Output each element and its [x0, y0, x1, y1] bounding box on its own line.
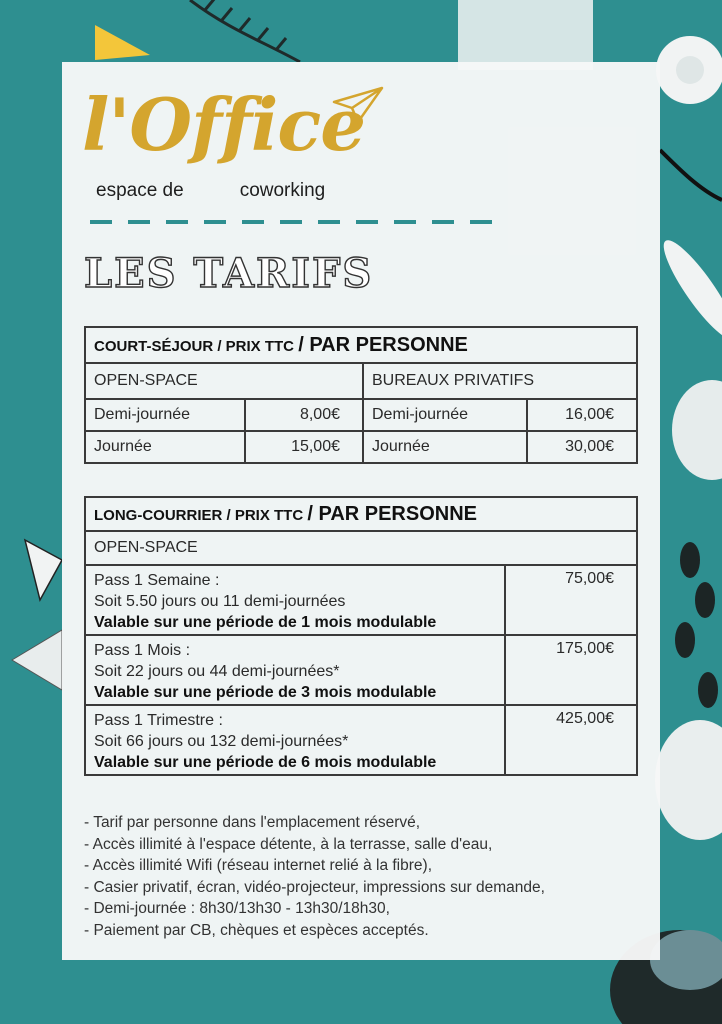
note-item: - Accès illimité à l'espace détente, à la terrasse, salle d'eau, — [84, 835, 493, 853]
logo-subtitle-right: coworking — [239, 180, 326, 201]
price-cell: 8,00€ — [245, 399, 363, 431]
office-logo — [82, 80, 402, 210]
logo-subtitle — [96, 180, 325, 202]
table-row — [85, 565, 637, 635]
logo-wordmark: l'Office — [82, 82, 366, 167]
pass-detail: Soit 22 jours ou 44 demi-journées* — [94, 663, 340, 680]
logo-subtitle-left: espace de — [96, 180, 184, 201]
long-courrier-header-suffix: / PAR PERSONNE — [307, 502, 478, 525]
court-sejour-header-title: COURT-SÉJOUR / PRIX TTC — [94, 337, 295, 355]
court-sejour-header — [85, 327, 637, 363]
dashed-divider — [90, 219, 500, 225]
pass-name: Pass 1 Semaine : — [94, 572, 220, 589]
long-courrier-header-title: LONG-COURRIER / PRIX TTC — [94, 506, 304, 524]
pass-validity: Valable sur une période de 1 mois modulable — [94, 614, 437, 631]
column-bureaux-privatifs: BUREAUX PRIVATIFS — [363, 363, 637, 399]
price-cell: 16,00€ — [527, 399, 637, 431]
pass-name: Pass 1 Trimestre : — [94, 712, 223, 729]
row-label: Journée — [363, 431, 527, 463]
note-item: - Tarif par personne dans l'emplacement réservé, — [84, 814, 421, 831]
column-open-space: OPEN-SPACE — [85, 363, 363, 399]
row-label: Demi-journée — [363, 399, 527, 431]
row-label: Journée — [85, 431, 245, 463]
note-item: - Demi-journée : 8h30/13h30 - 13h30/18h30, — [84, 900, 390, 917]
court-sejour-header-suffix: / PAR PERSONNE — [298, 333, 468, 356]
coral-illustration-top — [458, 0, 593, 70]
table-row — [85, 705, 637, 775]
table-row — [85, 635, 637, 705]
long-courrier-header — [85, 497, 637, 531]
pass-detail: Soit 66 jours ou 132 demi-journées* — [94, 733, 349, 750]
pass-description — [85, 635, 505, 705]
table-row — [85, 431, 637, 463]
paper-plane-icon — [332, 86, 384, 124]
pass-validity: Valable sur une période de 3 mois modulable — [94, 684, 437, 701]
pass-price: 425,00€ — [505, 705, 637, 775]
pass-name: Pass 1 Mois : — [94, 642, 191, 659]
note-item: - Paiement par CB, chèques et espèces acceptés. — [84, 921, 429, 939]
note-item: - Casier privatif, écran, vidéo-projecteur, impressions sur demande, — [84, 878, 545, 896]
note-item: - Accès illimité Wifi (réseau internet relié à la fibre), — [84, 857, 433, 874]
row-label: Demi-journée — [85, 399, 245, 431]
court-sejour-table — [84, 326, 638, 464]
long-courrier-section: OPEN-SPACE — [85, 531, 637, 565]
pass-price: 175,00€ — [505, 635, 637, 705]
price-cell: 30,00€ — [527, 431, 637, 463]
notes-list — [84, 812, 545, 941]
pass-detail: Soit 5.50 jours ou 11 demi-journées — [94, 593, 346, 610]
pass-description — [85, 565, 505, 635]
long-courrier-table — [84, 496, 638, 776]
table-row — [85, 399, 637, 431]
pass-description — [85, 705, 505, 775]
page-title: LES TARIFS — [84, 250, 374, 297]
pass-validity: Valable sur une période de 6 mois modulable — [94, 754, 437, 771]
price-cell: 15,00€ — [245, 431, 363, 463]
pass-price: 75,00€ — [505, 565, 637, 635]
